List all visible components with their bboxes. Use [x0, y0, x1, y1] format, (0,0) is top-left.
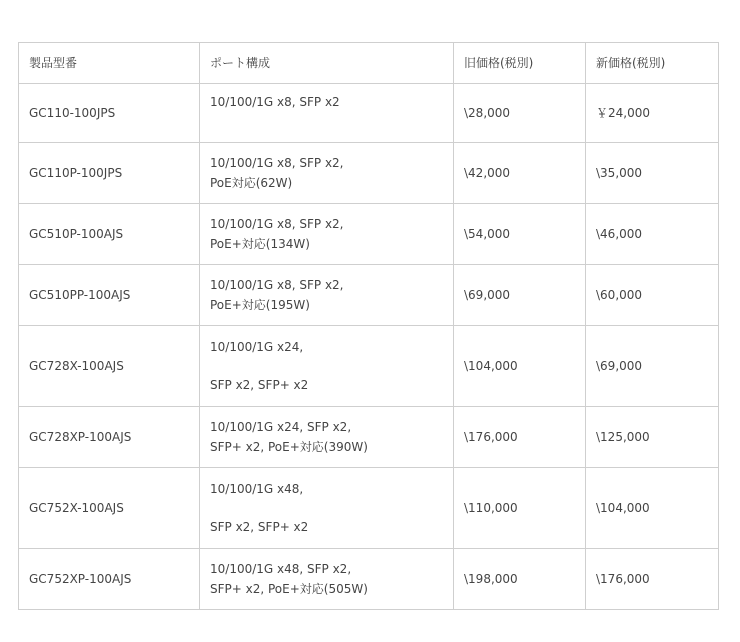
- table-row: [19, 407, 719, 468]
- old-price-cell: \28,000: [454, 84, 586, 143]
- ports-line: 10/100/1G x8, SFP x2,: [210, 278, 344, 292]
- price-table-container: [18, 42, 718, 610]
- header-new-price: 新価格(税別): [586, 43, 719, 84]
- header-old-price: 旧価格(税別): [454, 43, 586, 84]
- ports-cell: [200, 326, 454, 407]
- header-ports: ポート構成: [200, 43, 454, 84]
- table-row: [19, 468, 719, 549]
- ports-cell: [200, 204, 454, 265]
- new-price-cell: \104,000: [586, 468, 719, 549]
- paragraph-spacer: [210, 357, 443, 375]
- table-row: [19, 265, 719, 326]
- old-price-cell: \110,000: [454, 468, 586, 549]
- ports-line: 10/100/1G x24,: [210, 340, 304, 354]
- old-price-cell: \42,000: [454, 143, 586, 204]
- model-cell: GC110-100JPS: [19, 84, 200, 143]
- ports-line: 10/100/1G x8, SFP x2,: [210, 156, 344, 170]
- ports-line: SFP+ x2, PoE+対応(390W): [210, 440, 368, 454]
- table-row: [19, 143, 719, 204]
- new-price-cell: \176,000: [586, 549, 719, 610]
- ports-line: PoE+対応(134W): [210, 237, 310, 251]
- old-price-cell: \69,000: [454, 265, 586, 326]
- new-price-cell: \60,000: [586, 265, 719, 326]
- ports-cell: [200, 407, 454, 468]
- ports-line: SFP+ x2, PoE+対応(505W): [210, 582, 368, 596]
- table-row: [19, 84, 719, 143]
- ports-line: SFP x2, SFP+ x2: [210, 520, 309, 534]
- model-cell: GC752XP-100AJS: [19, 549, 200, 610]
- model-cell: GC752X-100AJS: [19, 468, 200, 549]
- model-cell: GC728XP-100AJS: [19, 407, 200, 468]
- model-cell: GC510P-100AJS: [19, 204, 200, 265]
- old-price-cell: \176,000: [454, 407, 586, 468]
- new-price-cell: \125,000: [586, 407, 719, 468]
- paragraph-spacer: [210, 499, 443, 517]
- ports-line: PoE+対応(195W): [210, 298, 310, 312]
- price-table: [18, 42, 719, 610]
- ports-line: 10/100/1G x48, SFP x2,: [210, 562, 352, 576]
- ports-cell: [200, 265, 454, 326]
- ports-line: PoE対応(62W): [210, 176, 293, 190]
- ports-cell: [200, 468, 454, 549]
- new-price-cell: \46,000: [586, 204, 719, 265]
- model-cell: GC728X-100AJS: [19, 326, 200, 407]
- ports-cell: [200, 143, 454, 204]
- ports-line: SFP x2, SFP+ x2: [210, 378, 309, 392]
- header-model: 製品型番: [19, 43, 200, 84]
- ports-cell: [200, 549, 454, 610]
- table-row: [19, 549, 719, 610]
- table-header-row: [19, 43, 719, 84]
- ports-line: 10/100/1G x24, SFP x2,: [210, 420, 352, 434]
- old-price-cell: \104,000: [454, 326, 586, 407]
- ports-line: 10/100/1G x8, SFP x2,: [210, 217, 344, 231]
- new-price-cell: \35,000: [586, 143, 719, 204]
- table-row: [19, 326, 719, 407]
- ports-cell: [200, 84, 454, 143]
- ports-line: 10/100/1G x8, SFP x2: [210, 95, 340, 109]
- table-row: [19, 204, 719, 265]
- old-price-cell: \198,000: [454, 549, 586, 610]
- ports-line: 10/100/1G x48,: [210, 482, 304, 496]
- model-cell: GC510PP-100AJS: [19, 265, 200, 326]
- model-cell: GC110P-100JPS: [19, 143, 200, 204]
- new-price-cell: \69,000: [586, 326, 719, 407]
- new-price-cell: ￥24,000: [586, 84, 719, 143]
- old-price-cell: \54,000: [454, 204, 586, 265]
